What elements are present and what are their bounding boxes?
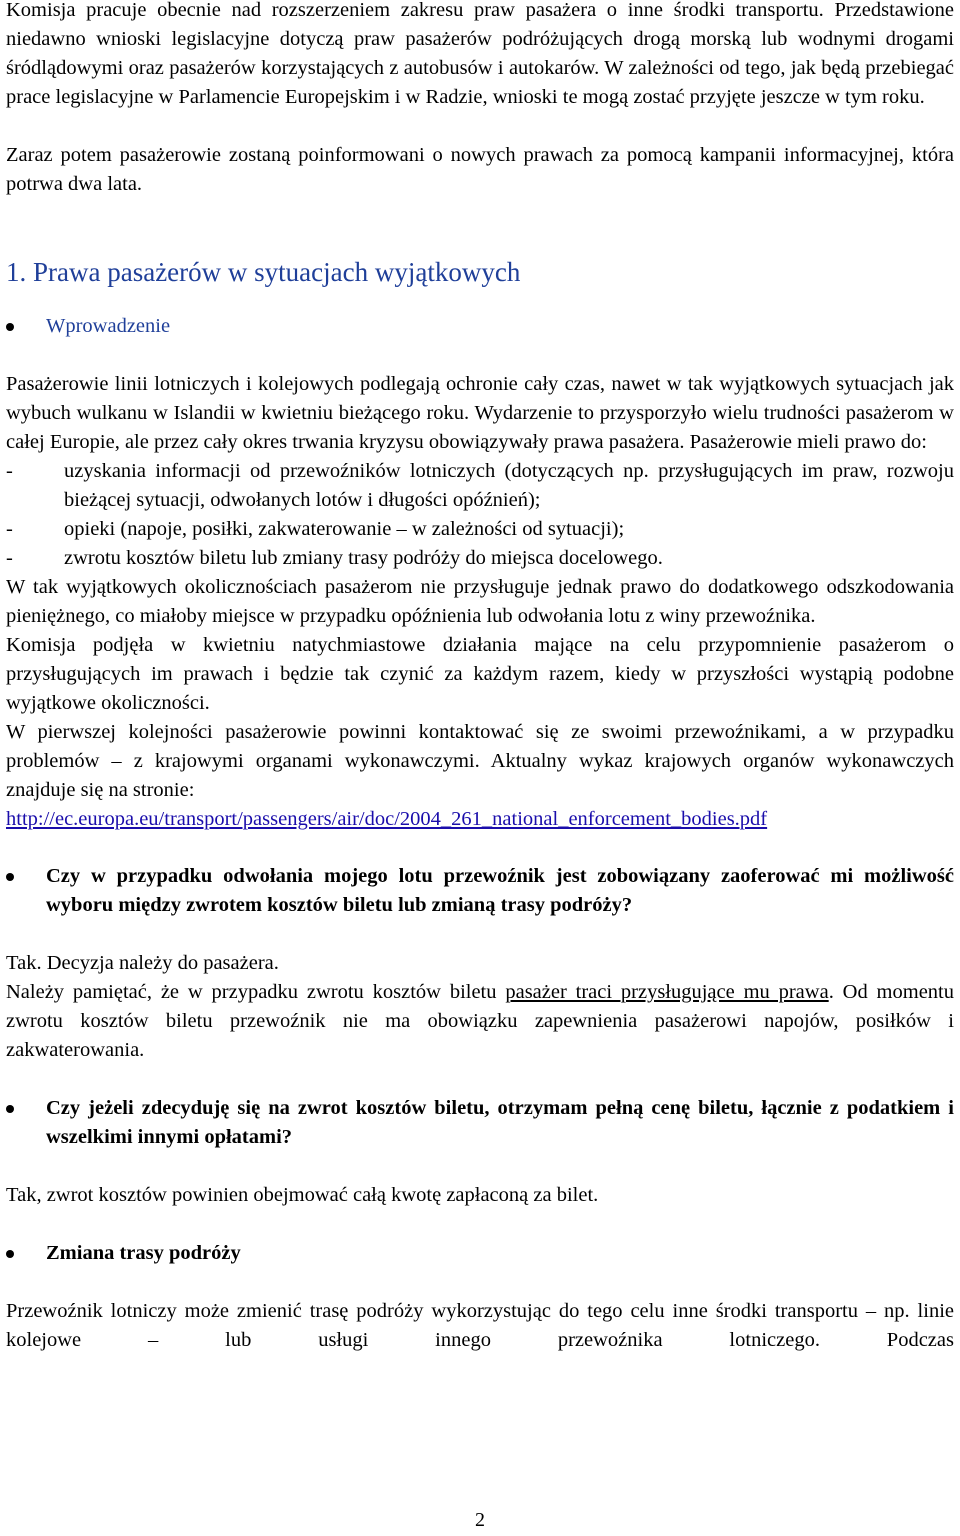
answer-1-paragraph: [6, 978, 954, 1065]
rights-item-text: opieki (napoje, posiłki, zakwaterowanie – w zależności od sytuacji);: [64, 518, 625, 540]
page-number: 2: [475, 1509, 485, 1531]
subheading-introduction: Wprowadzenie: [46, 315, 171, 337]
bullet-icon: [6, 1239, 46, 1258]
section-paragraph-3: Komisja podjęła w kwietniu natychmiastowe działania mające na celu przypomnienie pasażerom o przysługujących im prawach i będzie tak czynić za każdym razem, kiedy w przyszłości wystąpią podobne wyjątkowe okoliczności.: [6, 634, 954, 714]
answer-1-line-1: Tak. Decyzja należy do pasażera.: [6, 952, 279, 974]
subheading-route-change: Zmiana trasy podróży: [46, 1242, 241, 1264]
question-1: Czy w przypadku odwołania mojego lotu przewoźnik jest zobowiązany zaoferować mi możliwość wyboru między zwrotem kosztów biletu lub zmianą trasy podróży?: [46, 865, 954, 916]
bullet-question-1: [6, 862, 954, 920]
rights-list-item: [6, 544, 954, 573]
answer-1-text-post: . Od momentu zwrotu kosztów biletu przewoźnik nie ma obowiązku zapewnienia pasażerowi napojów, posiłków i zakwaterowania.: [6, 981, 954, 1061]
section-paragraph-2: W tak wyjątkowych okolicznościach pasażerom nie przysługuje jednak prawo do dodatkowego odszkodowania pieniężnego, co miałoby miejsce w przypadku opóźnienia lub odwołania lotu z winy przewoźnika.: [6, 576, 954, 627]
section-heading: 1. Prawa pasażerów w sytuacjach wyjątkowych: [6, 257, 521, 287]
section-paragraph-1: Pasażerowie linii lotniczych i kolejowych podlegają ochronie cały czas, nawet w tak wyjątkowych sytuacjach jak wybuch wulkanu w Islandii w kwietniu bieżącego roku. Wydarzenie to przysporzyło wielu trudności pasażerom w całej Europie, ale przez cały okres trwania kryzysu obowiązywały prawa pasażera. Pasażerowie mieli prawo do:: [6, 373, 954, 453]
bullet-icon: [6, 312, 46, 331]
rights-list-item: [6, 457, 954, 515]
list-dash: -: [6, 460, 13, 482]
answer-1-underlined: pasażer traci przysługujące mu prawa: [505, 981, 829, 1003]
link-line: [6, 805, 954, 834]
rights-item-text: zwrotu kosztów biletu lub zmiany trasy podróży do miejsca docelowego.: [64, 547, 663, 569]
list-dash: -: [6, 547, 13, 569]
bullet-icon: [6, 862, 46, 881]
bullet-icon: [6, 1094, 46, 1113]
rights-list-item: [6, 515, 954, 544]
answer-2: Tak, zwrot kosztów powinien obejmować całą kwotę zapłaconą za bilet.: [6, 1184, 599, 1206]
bullet-route-change: [6, 1239, 954, 1268]
enforcement-bodies-link[interactable]: http://ec.europa.eu/transport/passengers/air/doc/2004_261_national_enforcement_bodies.pdf: [6, 808, 768, 830]
route-change-paragraph: Przewoźnik lotniczy może zmienić trasę podróży wykorzystując do tego celu inne środki transportu – np. linie kolejowe – lub usługi innego przewoźnika lotniczego. Podczas: [6, 1300, 954, 1351]
bullet-question-2: [6, 1094, 954, 1152]
rights-item-text: uzyskania informacji od przewoźników lotniczych (dotyczących np. przysługujących im praw, rozwoju bieżącej sytuacji, odwołanych lotów i długości opóźnień);: [64, 460, 954, 511]
intro-paragraph-1: Komisja pracuje obecnie nad rozszerzeniem zakresu praw pasażera o inne środki transportu. Przedstawione niedawno wnioski legislacyjne dotyczą praw pasażerów podróżujących drogą morską lub wodnymi drogami śródlądowymi oraz pasażerów korzystających z autobusów i autokarów. W zależności od tego, jak będą przebiegać prace legislacyjne w Parlamencie Europejskim i w Radzie, wnioski te mogą zostać przyjęte jeszcze w tym roku.: [6, 0, 954, 108]
bullet-introduction: [6, 312, 954, 341]
intro-paragraph-2: Zaraz potem pasażerowie zostaną poinformowani o nowych prawach za pomocą kampanii informacyjnej, która potrwa dwa lata.: [6, 144, 954, 195]
answer-1-text-pre: Należy pamiętać, że w przypadku zwrotu kosztów biletu: [6, 981, 506, 1003]
section-paragraph-4: W pierwszej kolejności pasażerowie powinni kontaktować się ze swoimi przewoźnikami, a w przypadku problemów – z krajowymi organami wykonawczymi. Aktualny wykaz krajowych organów wykonawczych znajduje się na stronie:: [6, 721, 954, 801]
question-2: Czy jeżeli zdecyduję się na zwrot kosztów biletu, otrzymam pełną cenę biletu, łącznie z podatkiem i wszelkimi innymi opłatami?: [46, 1097, 954, 1148]
list-dash: -: [6, 518, 13, 540]
